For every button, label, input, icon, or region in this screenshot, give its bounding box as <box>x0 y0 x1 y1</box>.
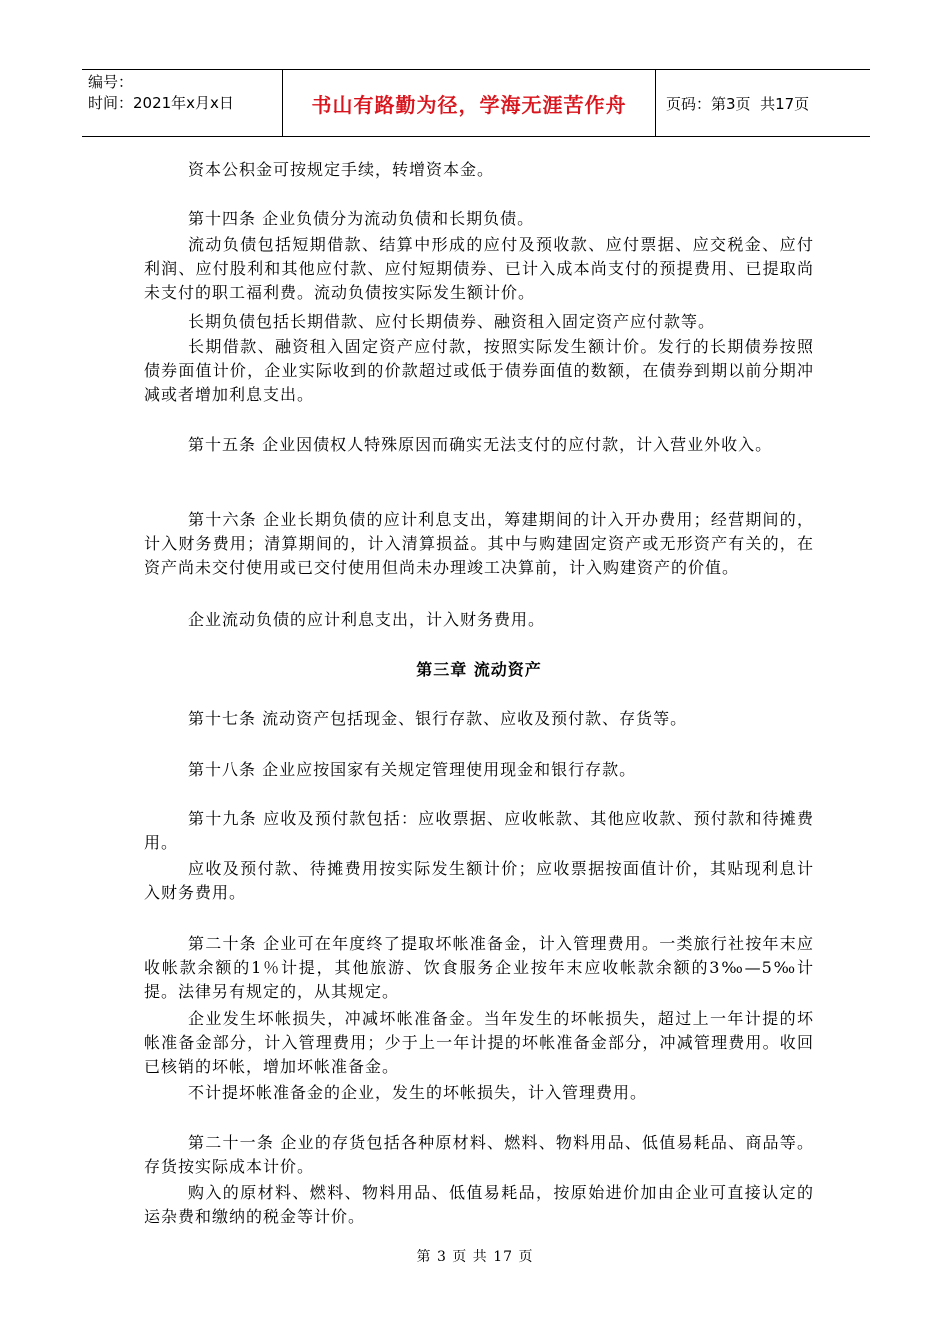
paragraph: 第十五条 企业因债权人特殊原因而确实无法支付的应付款，计入营业外收入。 <box>188 435 773 454</box>
paragraph: 长期负债包括长期借款、应付长期债券、融资租入固定资产应付款等。 <box>188 312 716 331</box>
header-page-info <box>656 70 870 136</box>
paragraph: 第十七条 流动资产包括现金、银行存款、应收及预付款、存货等。 <box>188 709 688 728</box>
chapter-title: 第三章 流动资产 <box>416 660 542 679</box>
paragraph: 第十八条 企业应按国家有关规定管理使用现金和银行存款。 <box>188 760 637 779</box>
paragraph: 企业流动负债的应计利息支出，计入财务费用。 <box>188 610 546 629</box>
paragraph: 购入的原材料、燃料、物料用品、低值易耗品，按原始进价加由企业可直接认定的运杂费和缴纳的税金等计价。 <box>144 1183 814 1226</box>
header-motto: 书山有路勤为径，学海无涯苦作舟 <box>282 70 656 136</box>
header-meta <box>82 70 282 136</box>
document-date-label: 时间：2021年x月x日 <box>88 94 234 112</box>
paragraph: 第十九条 应收及预付款包括：应收票据、应收帐款、其他应收款、预付款和待摊费用。 <box>144 809 814 852</box>
paragraph: 应收及预付款、待摊费用按实际发生额计价；应收票据按面值计价，其贴现利息计入财务费用。 <box>144 859 814 902</box>
paragraph: 第二十条 企业可在年度终了提取坏帐准备金，计入管理费用。一类旅行社按年末应收帐款余额的1％计提，其他旅游、饮食服务企业按年末应收帐款余额的3‰—5‰计提。法律另有规定的，从其规定。 <box>144 934 814 1001</box>
page-footer: 第 3 页 共 17 页 <box>416 1249 534 1265</box>
paragraph: 第十六条 企业长期负债的应计利息支出，筹建期间的计入开办费用；经营期间的，计入财务费用；清算期间的，计入清算损益。其中与购建固定资产或无形资产有关的，在资产尚未交付使用或已交付使用但尚未办理竣工决算前，计入购建资产的价值。 <box>144 510 814 577</box>
paragraph: 不计提坏帐准备金的企业，发生的坏帐损失，计入管理费用。 <box>188 1083 648 1102</box>
page-header <box>82 69 870 137</box>
paragraph: 第十四条 企业负债分为流动负债和长期负债。 <box>188 209 535 228</box>
paragraph: 第二十一条 企业的存货包括各种原材料、燃料、物料用品、低值易耗品、商品等。存货按实际成本计价。 <box>144 1133 814 1176</box>
document-number-label: 编号： <box>88 73 134 91</box>
paragraph: 长期借款、融资租入固定资产应付款，按照实际发生额计价。发行的长期债券按照债券面值计价，企业实际收到的价款超过或低于债券面值的数额，在债券到期以前分期冲减或者增加利息支出。 <box>144 337 814 404</box>
header-page-info-text: 页码：第3页 共17页 <box>666 94 810 113</box>
paragraph: 资本公积金可按规定手续，转增资本金。 <box>188 160 495 179</box>
paragraph: 企业发生坏帐损失，冲减坏帐准备金。当年发生的坏帐损失，超过上一年计提的坏帐准备金部分，计入管理费用；少于上一年计提的坏帐准备金部分，冲减管理费用。收回已核销的坏帐，增加坏帐准备金。 <box>144 1009 814 1076</box>
paragraph: 流动负债包括短期借款、结算中形成的应付及预收款、应付票据、应交税金、应付利润、应付股利和其他应付款、应付短期债券、已计入成本尚支付的预提费用、已提取尚未支付的职工福利费。流动负债按实际发生额计价。 <box>144 235 814 302</box>
